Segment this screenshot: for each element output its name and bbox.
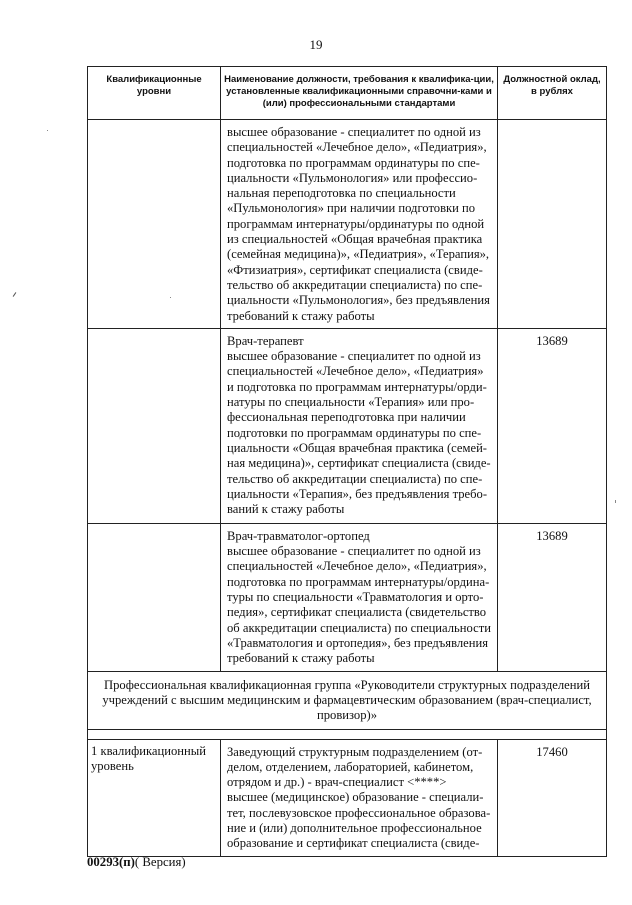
header-salary: Должностной оклад, в рублях bbox=[498, 67, 607, 120]
salary-cell bbox=[498, 120, 607, 329]
document-code: 00293(п) bbox=[87, 855, 135, 869]
scan-speck bbox=[615, 500, 616, 503]
spacer-cell bbox=[88, 729, 607, 739]
description-cell bbox=[221, 328, 498, 523]
header-position: Наименование должности, требования к квалифика-ции, установленные квалификационными справочни-ками и (или) профессиональными стандартами bbox=[221, 67, 498, 120]
scan-speck bbox=[13, 292, 17, 297]
salary-cell bbox=[498, 328, 607, 523]
level-cell bbox=[88, 739, 221, 856]
document-version: ( Версия) bbox=[134, 855, 186, 869]
salary-cell bbox=[498, 523, 607, 671]
table-row bbox=[88, 328, 607, 523]
salary-table bbox=[87, 66, 607, 857]
table-row bbox=[88, 739, 607, 856]
salary-value: 17460 bbox=[536, 744, 568, 759]
salary-value: 13689 bbox=[536, 528, 568, 543]
position-description: Врач-травматолог-ортопед высшее образование - специалитет по одной из специальностей «Лечебное дело», «Педиатрия», подготовка по программам интернатуры/ордина- туры по специальности «Травматология и орто- педия», сертификат специалиста (свидетельство об аккредитации специалиста) по специальности «Травматология и ортопедия», без предъявления требований к стажу работы bbox=[227, 528, 491, 666]
table-row bbox=[88, 523, 607, 671]
document-footer bbox=[87, 855, 186, 870]
group-title: Профессиональная квалификационная группа «Руководители структурных подразделений учреждений с высшим медицинским и фармацевтическим образованием (врач-специалист, провизор)» bbox=[102, 677, 592, 723]
description-cell bbox=[221, 120, 498, 329]
group-title-row bbox=[88, 671, 607, 729]
position-description: Заведующий структурным подразделением (от- делом, отделением, лабораторией, кабинетом, отрядом и др.) - врач-специалист <****> высшее (медицинское) образование - специали- тет, послевузовское профессиональное образова- ние и (или) дополнительное профессиональное образование и сертификат специалиста (свиде- bbox=[227, 744, 491, 851]
salary-value: 13689 bbox=[536, 333, 568, 348]
salary-cell bbox=[498, 739, 607, 856]
level-cell bbox=[88, 523, 221, 671]
qualification-level: 1 квалификационный уровень bbox=[91, 743, 206, 773]
description-cell bbox=[221, 739, 498, 856]
group-title-cell bbox=[88, 671, 607, 729]
scan-speck bbox=[47, 130, 48, 131]
spacer-row bbox=[88, 729, 607, 739]
table-row bbox=[88, 120, 607, 329]
description-cell bbox=[221, 523, 498, 671]
page-number: 19 bbox=[309, 37, 323, 52]
level-cell bbox=[88, 120, 221, 329]
header-levels: Квалификационные уровни bbox=[88, 67, 221, 120]
table-header-row bbox=[88, 67, 607, 120]
scan-speck bbox=[170, 297, 171, 298]
position-description: высшее образование - специалитет по одной из специальностей «Лечебное дело», «Педиатрия», подготовка по программам ординатуры по спе- циальности «Пульмонология» или профессио- нальная переподготовка по специальности «Пульмонология» при наличии подготовки по программам интернатуры/ординатуры по одной из специальностей «Общая врачебная практика (семейная медицина)», «Педиатрия», «Терапия», «Фтизиатрия», сертификат специалиста (свиде- тельство об аккредитации специалиста) по спе- циальности «Пульмонология», без предъявления требований к стажу работы bbox=[227, 125, 490, 323]
position-description: Врач-терапевт высшее образование - специалитет по одной из специальностей «Лечебное дело», «Педиатрия» и подготовка по программам интернатуры/орди- натуры по специальности «Терапия» или про- фессиональная переподготовка при наличии подготовки по программам ординатуры по спе- циальности «Общая врачебная практика (семей- ная медицина)», сертификат специалиста (свиде- тельство об аккредитации специалиста) по спе- циальности «Терапия», без предъявления требо- ваний к стажу работы bbox=[227, 333, 491, 517]
level-cell bbox=[88, 328, 221, 523]
